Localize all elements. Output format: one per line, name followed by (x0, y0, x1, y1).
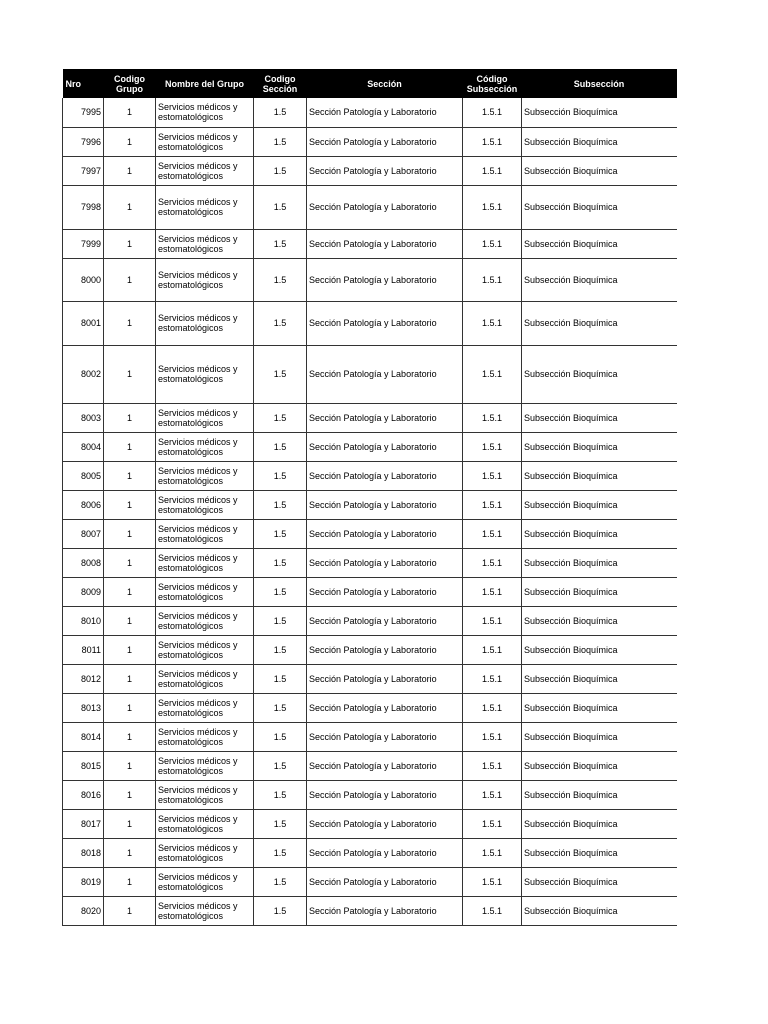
table-row (63, 301, 677, 345)
cell-nombre-grupo: Servicios médicos y estomatológicos (156, 490, 254, 519)
cell-codigo-grupo: 1 (104, 867, 156, 896)
cell-codigo-grupo: 1 (104, 432, 156, 461)
table-row (63, 548, 677, 577)
data-table (62, 69, 677, 926)
cell-nombre-grupo: Servicios médicos y estomatológicos (156, 780, 254, 809)
cell-codigo-seccion: 1.5 (254, 432, 307, 461)
cell-subseccion: Subsección Bioquímica (522, 345, 677, 403)
cell-codigo-seccion: 1.5 (254, 896, 307, 925)
cell-subseccion: Subsección Bioquímica (522, 127, 677, 156)
cell-codigo-grupo: 1 (104, 403, 156, 432)
cell-codigo-grupo: 1 (104, 751, 156, 780)
cell-nombre-grupo: Servicios médicos y estomatológicos (156, 722, 254, 751)
cell-subseccion: Subsección Bioquímica (522, 867, 677, 896)
cell-subseccion: Subsección Bioquímica (522, 722, 677, 751)
cell-codigo-subseccion: 1.5.1 (463, 403, 522, 432)
cell-nombre-grupo: Servicios médicos y estomatológicos (156, 577, 254, 606)
cell-codigo-grupo: 1 (104, 577, 156, 606)
cell-codigo-grupo: 1 (104, 461, 156, 490)
cell-nombre-grupo: Servicios médicos y estomatológicos (156, 606, 254, 635)
cell-codigo-seccion: 1.5 (254, 127, 307, 156)
cell-codigo-subseccion: 1.5.1 (463, 693, 522, 722)
cell-nombre-grupo: Servicios médicos y estomatológicos (156, 896, 254, 925)
cell-nro: 8004 (63, 432, 104, 461)
cell-nro: 8003 (63, 403, 104, 432)
cell-seccion: Sección Patología y Laboratorio (307, 664, 463, 693)
cell-nro: 8016 (63, 780, 104, 809)
cell-subseccion: Subsección Bioquímica (522, 751, 677, 780)
cell-nro: 8014 (63, 722, 104, 751)
cell-subseccion: Subsección Bioquímica (522, 606, 677, 635)
cell-codigo-subseccion: 1.5.1 (463, 751, 522, 780)
header-nro: Nro (63, 69, 104, 98)
cell-codigo-grupo: 1 (104, 519, 156, 548)
table-row (63, 751, 677, 780)
cell-codigo-grupo: 1 (104, 258, 156, 301)
cell-nro: 8017 (63, 809, 104, 838)
cell-codigo-grupo: 1 (104, 127, 156, 156)
cell-seccion: Sección Patología y Laboratorio (307, 693, 463, 722)
cell-nro: 8020 (63, 896, 104, 925)
cell-seccion: Sección Patología y Laboratorio (307, 432, 463, 461)
table-row (63, 838, 677, 867)
table-body (63, 98, 677, 925)
table-row (63, 156, 677, 185)
cell-codigo-grupo: 1 (104, 301, 156, 345)
cell-subseccion: Subsección Bioquímica (522, 301, 677, 345)
cell-codigo-subseccion: 1.5.1 (463, 838, 522, 867)
cell-seccion: Sección Patología y Laboratorio (307, 780, 463, 809)
cell-codigo-subseccion: 1.5.1 (463, 98, 522, 127)
cell-subseccion: Subsección Bioquímica (522, 258, 677, 301)
cell-nombre-grupo: Servicios médicos y estomatológicos (156, 751, 254, 780)
cell-seccion: Sección Patología y Laboratorio (307, 345, 463, 403)
header-seccion: Sección (307, 69, 463, 98)
table-row (63, 127, 677, 156)
cell-subseccion: Subsección Bioquímica (522, 519, 677, 548)
cell-nombre-grupo: Servicios médicos y estomatológicos (156, 258, 254, 301)
cell-nro: 8018 (63, 838, 104, 867)
cell-codigo-grupo: 1 (104, 693, 156, 722)
cell-codigo-subseccion: 1.5.1 (463, 896, 522, 925)
cell-codigo-seccion: 1.5 (254, 780, 307, 809)
cell-codigo-subseccion: 1.5.1 (463, 809, 522, 838)
cell-nombre-grupo: Servicios médicos y estomatológicos (156, 838, 254, 867)
cell-subseccion: Subsección Bioquímica (522, 577, 677, 606)
cell-codigo-grupo: 1 (104, 664, 156, 693)
cell-nro: 8008 (63, 548, 104, 577)
table-row (63, 258, 677, 301)
cell-nombre-grupo: Servicios médicos y estomatológicos (156, 693, 254, 722)
cell-nombre-grupo: Servicios médicos y estomatológicos (156, 301, 254, 345)
table-row (63, 229, 677, 258)
cell-subseccion: Subsección Bioquímica (522, 403, 677, 432)
cell-nombre-grupo: Servicios médicos y estomatológicos (156, 519, 254, 548)
header-codigo-grupo: Codigo Grupo (104, 69, 156, 98)
table-row (63, 780, 677, 809)
cell-nombre-grupo: Servicios médicos y estomatológicos (156, 635, 254, 664)
cell-codigo-seccion: 1.5 (254, 635, 307, 664)
cell-subseccion: Subsección Bioquímica (522, 548, 677, 577)
cell-nro: 8011 (63, 635, 104, 664)
table-row (63, 867, 677, 896)
cell-subseccion: Subsección Bioquímica (522, 809, 677, 838)
table-row (63, 490, 677, 519)
cell-nro: 8015 (63, 751, 104, 780)
cell-seccion: Sección Patología y Laboratorio (307, 185, 463, 229)
cell-codigo-grupo: 1 (104, 780, 156, 809)
cell-codigo-grupo: 1 (104, 490, 156, 519)
cell-codigo-seccion: 1.5 (254, 301, 307, 345)
cell-codigo-subseccion: 1.5.1 (463, 127, 522, 156)
cell-codigo-subseccion: 1.5.1 (463, 635, 522, 664)
table-header (63, 69, 677, 98)
cell-seccion: Sección Patología y Laboratorio (307, 751, 463, 780)
cell-codigo-seccion: 1.5 (254, 258, 307, 301)
cell-codigo-seccion: 1.5 (254, 809, 307, 838)
header-codigo-seccion: Codigo Sección (254, 69, 307, 98)
cell-nro: 7997 (63, 156, 104, 185)
cell-nro: 8005 (63, 461, 104, 490)
table-row (63, 606, 677, 635)
cell-codigo-subseccion: 1.5.1 (463, 185, 522, 229)
cell-nro: 8009 (63, 577, 104, 606)
cell-subseccion: Subsección Bioquímica (522, 693, 677, 722)
cell-nombre-grupo: Servicios médicos y estomatológicos (156, 461, 254, 490)
cell-seccion: Sección Patología y Laboratorio (307, 490, 463, 519)
cell-nro: 7999 (63, 229, 104, 258)
cell-subseccion: Subsección Bioquímica (522, 490, 677, 519)
cell-subseccion: Subsección Bioquímica (522, 896, 677, 925)
cell-codigo-grupo: 1 (104, 345, 156, 403)
cell-seccion: Sección Patología y Laboratorio (307, 722, 463, 751)
cell-codigo-seccion: 1.5 (254, 98, 307, 127)
cell-seccion: Sección Patología y Laboratorio (307, 867, 463, 896)
table-row (63, 809, 677, 838)
table-row (63, 693, 677, 722)
cell-subseccion: Subsección Bioquímica (522, 156, 677, 185)
cell-subseccion: Subsección Bioquímica (522, 185, 677, 229)
cell-nombre-grupo: Servicios médicos y estomatológicos (156, 127, 254, 156)
cell-codigo-grupo: 1 (104, 896, 156, 925)
cell-codigo-subseccion: 1.5.1 (463, 664, 522, 693)
cell-nro: 8019 (63, 867, 104, 896)
cell-codigo-subseccion: 1.5.1 (463, 606, 522, 635)
cell-codigo-grupo: 1 (104, 156, 156, 185)
cell-codigo-seccion: 1.5 (254, 548, 307, 577)
cell-nombre-grupo: Servicios médicos y estomatológicos (156, 548, 254, 577)
table-row (63, 403, 677, 432)
table-row (63, 664, 677, 693)
cell-nombre-grupo: Servicios médicos y estomatológicos (156, 867, 254, 896)
cell-seccion: Sección Patología y Laboratorio (307, 896, 463, 925)
cell-codigo-subseccion: 1.5.1 (463, 780, 522, 809)
cell-codigo-seccion: 1.5 (254, 461, 307, 490)
cell-codigo-grupo: 1 (104, 98, 156, 127)
cell-subseccion: Subsección Bioquímica (522, 838, 677, 867)
cell-seccion: Sección Patología y Laboratorio (307, 156, 463, 185)
cell-codigo-grupo: 1 (104, 838, 156, 867)
table-row (63, 432, 677, 461)
table-row (63, 185, 677, 229)
cell-nro: 8013 (63, 693, 104, 722)
cell-seccion: Sección Patología y Laboratorio (307, 461, 463, 490)
cell-codigo-grupo: 1 (104, 722, 156, 751)
header-subseccion: Subsección (522, 69, 677, 98)
cell-codigo-seccion: 1.5 (254, 606, 307, 635)
cell-codigo-seccion: 1.5 (254, 693, 307, 722)
cell-codigo-seccion: 1.5 (254, 403, 307, 432)
cell-seccion: Sección Patología y Laboratorio (307, 838, 463, 867)
cell-seccion: Sección Patología y Laboratorio (307, 98, 463, 127)
cell-subseccion: Subsección Bioquímica (522, 98, 677, 127)
cell-subseccion: Subsección Bioquímica (522, 635, 677, 664)
cell-nombre-grupo: Servicios médicos y estomatológicos (156, 403, 254, 432)
cell-seccion: Sección Patología y Laboratorio (307, 606, 463, 635)
cell-codigo-seccion: 1.5 (254, 519, 307, 548)
cell-seccion: Sección Patología y Laboratorio (307, 548, 463, 577)
cell-codigo-seccion: 1.5 (254, 751, 307, 780)
cell-codigo-subseccion: 1.5.1 (463, 490, 522, 519)
cell-codigo-grupo: 1 (104, 548, 156, 577)
cell-nombre-grupo: Servicios médicos y estomatológicos (156, 664, 254, 693)
cell-codigo-subseccion: 1.5.1 (463, 156, 522, 185)
cell-nro: 8006 (63, 490, 104, 519)
table-row (63, 635, 677, 664)
cell-nombre-grupo: Servicios médicos y estomatológicos (156, 156, 254, 185)
header-row (63, 69, 677, 98)
cell-subseccion: Subsección Bioquímica (522, 432, 677, 461)
cell-codigo-grupo: 1 (104, 229, 156, 258)
cell-seccion: Sección Patología y Laboratorio (307, 809, 463, 838)
cell-codigo-seccion: 1.5 (254, 722, 307, 751)
cell-codigo-seccion: 1.5 (254, 867, 307, 896)
cell-nombre-grupo: Servicios médicos y estomatológicos (156, 809, 254, 838)
cell-codigo-subseccion: 1.5.1 (463, 577, 522, 606)
cell-nombre-grupo: Servicios médicos y estomatológicos (156, 185, 254, 229)
table-row (63, 98, 677, 127)
cell-codigo-subseccion: 1.5.1 (463, 258, 522, 301)
cell-codigo-subseccion: 1.5.1 (463, 548, 522, 577)
cell-nro: 7995 (63, 98, 104, 127)
cell-codigo-seccion: 1.5 (254, 229, 307, 258)
cell-codigo-grupo: 1 (104, 635, 156, 664)
cell-seccion: Sección Patología y Laboratorio (307, 229, 463, 258)
cell-codigo-subseccion: 1.5.1 (463, 301, 522, 345)
cell-codigo-grupo: 1 (104, 606, 156, 635)
table-row (63, 345, 677, 403)
cell-subseccion: Subsección Bioquímica (522, 664, 677, 693)
cell-seccion: Sección Patología y Laboratorio (307, 635, 463, 664)
header-nombre-grupo: Nombre del Grupo (156, 69, 254, 98)
cell-subseccion: Subsección Bioquímica (522, 461, 677, 490)
cell-nro: 8012 (63, 664, 104, 693)
cell-nro: 8010 (63, 606, 104, 635)
table-row (63, 722, 677, 751)
cell-codigo-grupo: 1 (104, 185, 156, 229)
cell-seccion: Sección Patología y Laboratorio (307, 519, 463, 548)
header-codigo-subseccion: Código Subsección (463, 69, 522, 98)
cell-codigo-subseccion: 1.5.1 (463, 345, 522, 403)
cell-nombre-grupo: Servicios médicos y estomatológicos (156, 229, 254, 258)
cell-nombre-grupo: Servicios médicos y estomatológicos (156, 432, 254, 461)
cell-codigo-subseccion: 1.5.1 (463, 432, 522, 461)
cell-codigo-subseccion: 1.5.1 (463, 867, 522, 896)
cell-codigo-subseccion: 1.5.1 (463, 461, 522, 490)
cell-codigo-seccion: 1.5 (254, 838, 307, 867)
cell-codigo-seccion: 1.5 (254, 156, 307, 185)
cell-codigo-subseccion: 1.5.1 (463, 722, 522, 751)
cell-seccion: Sección Patología y Laboratorio (307, 403, 463, 432)
cell-seccion: Sección Patología y Laboratorio (307, 127, 463, 156)
cell-nro: 8007 (63, 519, 104, 548)
cell-codigo-seccion: 1.5 (254, 345, 307, 403)
cell-nro: 8001 (63, 301, 104, 345)
cell-nro: 8000 (63, 258, 104, 301)
cell-codigo-seccion: 1.5 (254, 577, 307, 606)
cell-nombre-grupo: Servicios médicos y estomatológicos (156, 98, 254, 127)
cell-nombre-grupo: Servicios médicos y estomatológicos (156, 345, 254, 403)
cell-nro: 7998 (63, 185, 104, 229)
table-row (63, 461, 677, 490)
cell-codigo-subseccion: 1.5.1 (463, 229, 522, 258)
cell-nro: 8002 (63, 345, 104, 403)
cell-codigo-seccion: 1.5 (254, 664, 307, 693)
cell-seccion: Sección Patología y Laboratorio (307, 258, 463, 301)
cell-nro: 7996 (63, 127, 104, 156)
cell-codigo-grupo: 1 (104, 809, 156, 838)
cell-codigo-seccion: 1.5 (254, 490, 307, 519)
table-row (63, 577, 677, 606)
cell-subseccion: Subsección Bioquímica (522, 780, 677, 809)
table-row (63, 896, 677, 925)
cell-subseccion: Subsección Bioquímica (522, 229, 677, 258)
cell-seccion: Sección Patología y Laboratorio (307, 577, 463, 606)
cell-codigo-seccion: 1.5 (254, 185, 307, 229)
cell-codigo-subseccion: 1.5.1 (463, 519, 522, 548)
table-row (63, 519, 677, 548)
cell-seccion: Sección Patología y Laboratorio (307, 301, 463, 345)
